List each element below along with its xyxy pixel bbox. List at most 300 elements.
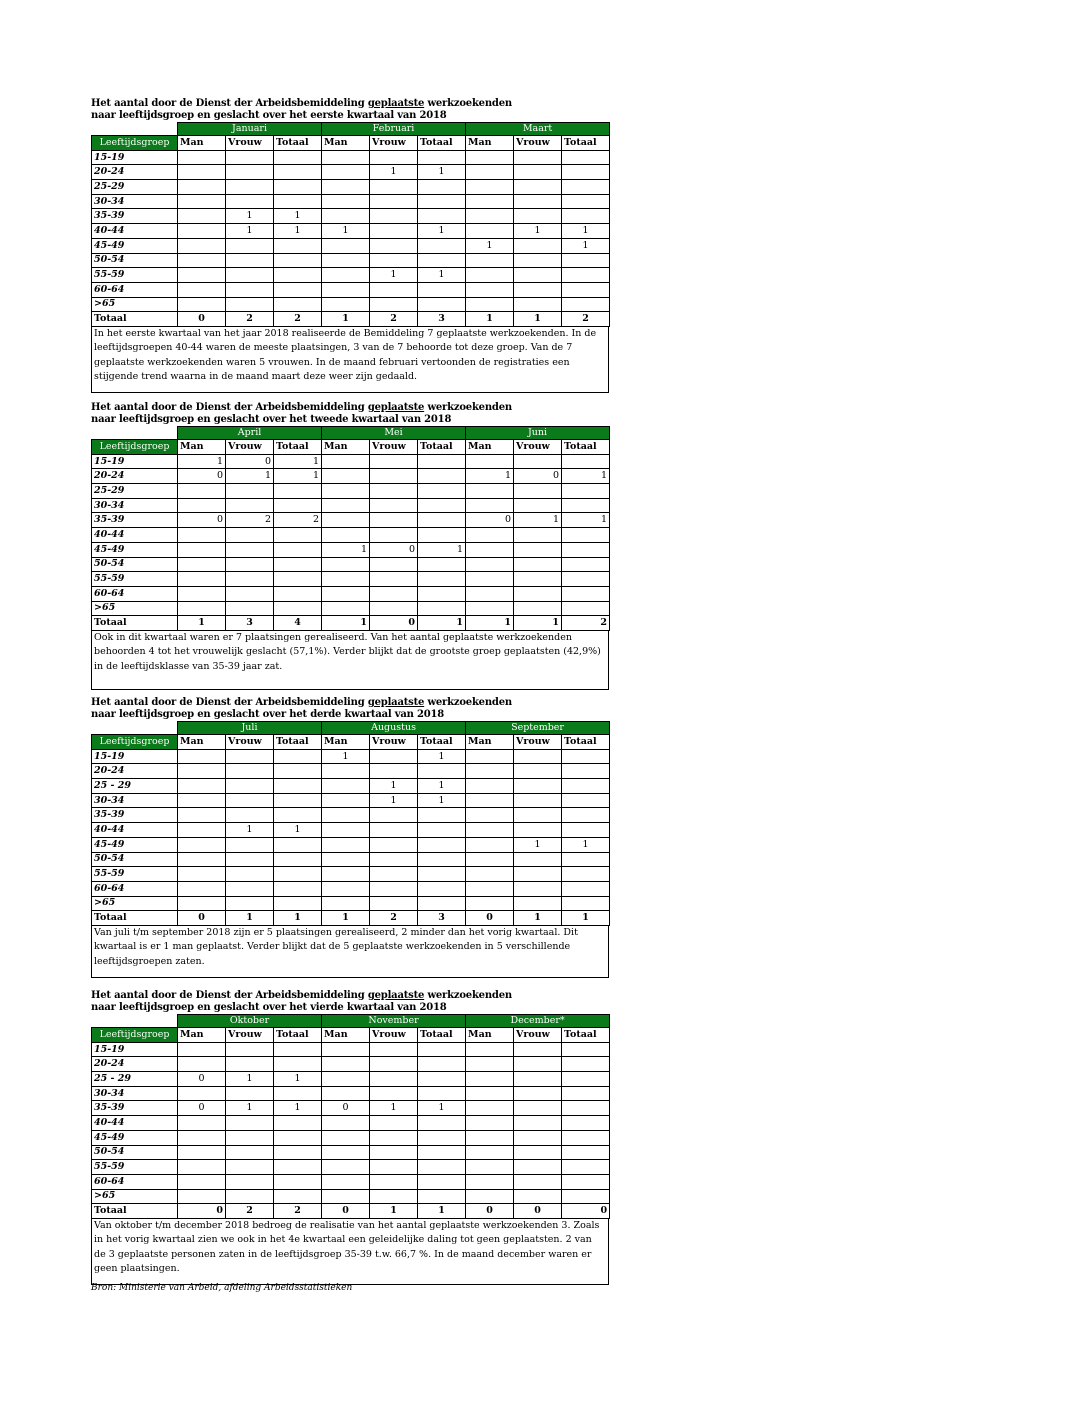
- table-title: [91, 402, 609, 414]
- value-cell: [274, 297, 322, 312]
- value-cell: [466, 793, 514, 808]
- value-cell: [370, 209, 418, 224]
- table-row: [92, 194, 610, 209]
- value-cell: [274, 238, 322, 253]
- value-cell: [226, 601, 274, 616]
- table-row: [92, 209, 610, 224]
- value-cell: [418, 881, 466, 896]
- empty-cell: [92, 1015, 178, 1028]
- column-header: Totaal: [562, 1028, 610, 1043]
- value-cell: 0: [178, 1072, 226, 1087]
- value-cell: [466, 498, 514, 513]
- value-cell: [418, 1072, 466, 1087]
- age-group-cell: 40-44: [92, 823, 178, 838]
- value-cell: [178, 238, 226, 253]
- value-cell: [466, 779, 514, 794]
- value-cell: [466, 484, 514, 499]
- title-underlined: geplaatste: [367, 697, 425, 708]
- value-cell: [562, 180, 610, 195]
- age-group-cell: 25 - 29: [92, 1072, 178, 1087]
- value-cell: [418, 572, 466, 587]
- column-header: Vrouw: [226, 735, 274, 750]
- value-cell: [226, 764, 274, 779]
- value-cell: [178, 779, 226, 794]
- value-cell: [370, 1130, 418, 1145]
- age-group-cell: 30-34: [92, 194, 178, 209]
- quarter-commentary: In het eerste kwartaal van het jaar 2018 realiseerde de Bemiddeling 7 geplaatste werkzoekenden. In de leeftijdsgroepen 40-44 waren de meeste plaatsingen, 3 van de 7 behoorde tot deze groep. Van de 7 geplaatste werkzoekenden waren 5 vrouwen. In de maand februari vertoonden de registraties een stijgende trend waarna in de maand maart deze weer zijn gedaald.: [91, 327, 609, 393]
- age-group-cell: 35-39: [92, 808, 178, 823]
- value-cell: [370, 224, 418, 239]
- value-cell: [322, 180, 370, 195]
- value-cell: [322, 268, 370, 283]
- value-cell: [466, 867, 514, 882]
- value-cell: [226, 542, 274, 557]
- value-cell: [418, 469, 466, 484]
- month-header: December*: [466, 1015, 610, 1028]
- title-text: Het aantal door de Dienst der Arbeidsbemiddeling: [91, 697, 365, 708]
- value-cell: [322, 793, 370, 808]
- value-cell: [322, 1057, 370, 1072]
- value-cell: [466, 1130, 514, 1145]
- value-cell: [418, 253, 466, 268]
- value-cell: [514, 268, 562, 283]
- value-cell: [466, 1072, 514, 1087]
- table-subtitle: naar leeftijdsgroep en geslacht over het derde kwartaal van 2018: [91, 709, 445, 720]
- value-cell: [514, 297, 562, 312]
- month-header: Oktober: [178, 1015, 322, 1028]
- value-cell: [226, 749, 274, 764]
- value-cell: 1: [226, 209, 274, 224]
- value-cell: 1: [274, 469, 322, 484]
- value-cell: [274, 793, 322, 808]
- value-cell: [370, 572, 418, 587]
- title-text: werkzoekenden: [427, 697, 512, 708]
- value-cell: [178, 1189, 226, 1204]
- value-cell: 1: [226, 911, 274, 926]
- value-cell: [514, 1057, 562, 1072]
- table-row: [92, 572, 610, 587]
- value-cell: [370, 867, 418, 882]
- value-cell: [322, 528, 370, 543]
- value-cell: [562, 896, 610, 911]
- value-cell: [274, 150, 322, 165]
- value-cell: [514, 823, 562, 838]
- table-row: [92, 1145, 610, 1160]
- value-cell: [322, 867, 370, 882]
- month-header: Februari: [322, 123, 466, 136]
- value-cell: [514, 1101, 562, 1116]
- table-subtitle: naar leeftijdsgroep en geslacht over het eerste kwartaal van 2018: [91, 110, 447, 121]
- value-cell: [418, 238, 466, 253]
- value-cell: [322, 238, 370, 253]
- value-cell: [322, 1160, 370, 1175]
- value-cell: [418, 180, 466, 195]
- value-cell: [514, 165, 562, 180]
- value-cell: [322, 150, 370, 165]
- value-cell: 0: [466, 513, 514, 528]
- age-group-cell: Totaal: [92, 1204, 178, 1219]
- value-cell: [226, 150, 274, 165]
- value-cell: [418, 1042, 466, 1057]
- column-header: Totaal: [562, 735, 610, 750]
- value-cell: [466, 1189, 514, 1204]
- value-cell: [226, 881, 274, 896]
- value-cell: [562, 528, 610, 543]
- value-cell: [466, 1086, 514, 1101]
- value-cell: [562, 808, 610, 823]
- month-header: November: [322, 1015, 466, 1028]
- value-cell: [322, 896, 370, 911]
- value-cell: [370, 1160, 418, 1175]
- value-cell: [562, 852, 610, 867]
- quarter-block: [91, 402, 609, 690]
- value-cell: [562, 572, 610, 587]
- value-cell: 1: [562, 911, 610, 926]
- value-cell: [226, 297, 274, 312]
- value-cell: [178, 572, 226, 587]
- value-cell: [370, 150, 418, 165]
- value-cell: [274, 1116, 322, 1131]
- value-cell: [514, 572, 562, 587]
- age-group-cell: 60-64: [92, 282, 178, 297]
- age-group-cell: Totaal: [92, 312, 178, 327]
- age-group-cell: 15-19: [92, 150, 178, 165]
- value-cell: [322, 572, 370, 587]
- column-header: Vrouw: [514, 440, 562, 455]
- value-cell: [274, 528, 322, 543]
- value-cell: [466, 268, 514, 283]
- value-cell: [274, 837, 322, 852]
- placements-table: [91, 426, 610, 631]
- age-group-cell: 15-19: [92, 454, 178, 469]
- title-text: werkzoekenden: [427, 402, 512, 413]
- value-cell: [418, 297, 466, 312]
- value-cell: [370, 1086, 418, 1101]
- age-group-cell: 15-19: [92, 749, 178, 764]
- value-cell: [274, 180, 322, 195]
- value-cell: 1: [418, 749, 466, 764]
- age-group-cell: 55-59: [92, 268, 178, 283]
- age-group-cell: 45-49: [92, 837, 178, 852]
- age-group-header: Leeftijdsgroep: [92, 136, 178, 151]
- value-cell: [562, 867, 610, 882]
- value-cell: [562, 498, 610, 513]
- value-cell: [274, 253, 322, 268]
- value-cell: [322, 1145, 370, 1160]
- value-cell: [370, 823, 418, 838]
- table-row: [92, 557, 610, 572]
- title-text: werkzoekenden: [427, 98, 512, 109]
- value-cell: 1: [322, 911, 370, 926]
- value-cell: 2: [226, 513, 274, 528]
- value-cell: [418, 1189, 466, 1204]
- value-cell: [514, 282, 562, 297]
- value-cell: 3: [418, 312, 466, 327]
- value-cell: [178, 867, 226, 882]
- value-cell: 1: [370, 793, 418, 808]
- placements-table: [91, 1014, 610, 1219]
- value-cell: [178, 881, 226, 896]
- table-title: [91, 697, 609, 709]
- value-cell: [178, 896, 226, 911]
- value-cell: [418, 282, 466, 297]
- value-cell: 2: [562, 312, 610, 327]
- value-cell: 0: [178, 911, 226, 926]
- table-subtitle: naar leeftijdsgroep en geslacht over het tweede kwartaal van 2018: [91, 414, 452, 425]
- value-cell: [514, 764, 562, 779]
- quarter-commentary: Ook in dit kwartaal waren er 7 plaatsingen gerealiseerd. Van het aantal geplaatste werkzoekenden behoorden 4 tot het vrouwelijk geslacht (57,1%). Verder blijkt dat de grootste groep geplaatsten (42,9%) in de leeftijdsklasse van 35-39 jaar zat.: [91, 631, 609, 690]
- column-header: Vrouw: [226, 440, 274, 455]
- column-header: Totaal: [274, 136, 322, 151]
- value-cell: [562, 1101, 610, 1116]
- value-cell: [178, 209, 226, 224]
- value-cell: 0: [466, 1204, 514, 1219]
- value-cell: [562, 779, 610, 794]
- age-group-cell: 20-24: [92, 764, 178, 779]
- value-cell: [514, 808, 562, 823]
- value-cell: [466, 557, 514, 572]
- value-cell: [562, 1116, 610, 1131]
- value-cell: 1: [514, 911, 562, 926]
- value-cell: 1: [418, 1101, 466, 1116]
- age-group-header: Leeftijdsgroep: [92, 735, 178, 750]
- table-row: [92, 165, 610, 180]
- value-cell: [562, 209, 610, 224]
- table-row: [92, 1174, 610, 1189]
- age-group-cell: 40-44: [92, 1116, 178, 1131]
- column-header: Man: [322, 136, 370, 151]
- age-group-cell: 20-24: [92, 1057, 178, 1072]
- value-cell: [514, 601, 562, 616]
- value-cell: [562, 484, 610, 499]
- value-cell: [514, 779, 562, 794]
- value-cell: [178, 224, 226, 239]
- month-header: Juni: [466, 427, 610, 440]
- value-cell: [466, 852, 514, 867]
- age-group-cell: 60-64: [92, 881, 178, 896]
- value-cell: [562, 557, 610, 572]
- value-cell: [418, 484, 466, 499]
- value-cell: [226, 852, 274, 867]
- value-cell: [514, 150, 562, 165]
- value-cell: [514, 1189, 562, 1204]
- empty-cell: [92, 123, 178, 136]
- value-cell: [466, 165, 514, 180]
- value-cell: [370, 194, 418, 209]
- column-header: Totaal: [562, 440, 610, 455]
- value-cell: [418, 896, 466, 911]
- value-cell: [466, 808, 514, 823]
- value-cell: 1: [274, 911, 322, 926]
- value-cell: [322, 1072, 370, 1087]
- column-header: Man: [178, 136, 226, 151]
- value-cell: [466, 749, 514, 764]
- value-cell: [322, 297, 370, 312]
- value-cell: 2: [562, 616, 610, 631]
- value-cell: [274, 572, 322, 587]
- value-cell: [226, 793, 274, 808]
- age-group-cell: 45-49: [92, 542, 178, 557]
- value-cell: 1: [274, 1101, 322, 1116]
- value-cell: [226, 808, 274, 823]
- value-cell: [178, 852, 226, 867]
- value-cell: 0: [322, 1204, 370, 1219]
- table-row: [92, 896, 610, 911]
- value-cell: 0: [466, 911, 514, 926]
- value-cell: 1: [466, 469, 514, 484]
- age-group-cell: 60-64: [92, 1174, 178, 1189]
- age-group-cell: 30-34: [92, 498, 178, 513]
- value-cell: 4: [274, 616, 322, 631]
- month-header: Augustus: [322, 722, 466, 735]
- value-cell: 1: [562, 513, 610, 528]
- value-cell: 1: [226, 469, 274, 484]
- value-cell: [466, 572, 514, 587]
- table-row: [92, 1116, 610, 1131]
- column-header: Vrouw: [226, 1028, 274, 1043]
- value-cell: 1: [466, 312, 514, 327]
- value-cell: [274, 867, 322, 882]
- table-row: [92, 749, 610, 764]
- value-cell: [562, 1072, 610, 1087]
- value-cell: [274, 1145, 322, 1160]
- value-cell: [178, 764, 226, 779]
- column-header: Totaal: [418, 1028, 466, 1043]
- age-group-cell: >65: [92, 896, 178, 911]
- table-row: [92, 837, 610, 852]
- table-row: [92, 764, 610, 779]
- value-cell: 0: [514, 1204, 562, 1219]
- age-group-cell: 40-44: [92, 528, 178, 543]
- value-cell: [322, 852, 370, 867]
- table-subtitle: naar leeftijdsgroep en geslacht over het vierde kwartaal van 2018: [91, 1002, 447, 1013]
- value-cell: [514, 238, 562, 253]
- value-cell: [466, 282, 514, 297]
- age-group-cell: >65: [92, 601, 178, 616]
- value-cell: [466, 209, 514, 224]
- value-cell: 1: [274, 209, 322, 224]
- total-row: [92, 1204, 610, 1219]
- value-cell: [562, 1189, 610, 1204]
- value-cell: [370, 484, 418, 499]
- value-cell: [514, 1042, 562, 1057]
- age-group-cell: 30-34: [92, 793, 178, 808]
- value-cell: 1: [418, 165, 466, 180]
- total-row: [92, 312, 610, 327]
- table-row: [92, 469, 610, 484]
- month-header: September: [466, 722, 610, 735]
- value-cell: [226, 867, 274, 882]
- value-cell: [178, 1160, 226, 1175]
- column-header: Vrouw: [514, 136, 562, 151]
- value-cell: 1: [274, 224, 322, 239]
- title-underlined: geplaatste: [367, 990, 425, 1001]
- table-row: [92, 808, 610, 823]
- age-group-cell: 35-39: [92, 209, 178, 224]
- value-cell: [178, 253, 226, 268]
- column-header: Man: [466, 1028, 514, 1043]
- value-cell: 2: [370, 911, 418, 926]
- age-group-cell: 50-54: [92, 253, 178, 268]
- table-row: [92, 268, 610, 283]
- value-cell: [418, 150, 466, 165]
- value-cell: [226, 1130, 274, 1145]
- value-cell: [370, 253, 418, 268]
- value-cell: [226, 1116, 274, 1131]
- value-cell: [370, 557, 418, 572]
- value-cell: [418, 1057, 466, 1072]
- value-cell: [274, 542, 322, 557]
- table-row: [92, 1189, 610, 1204]
- value-cell: 1: [274, 454, 322, 469]
- value-cell: [178, 1057, 226, 1072]
- column-header: Totaal: [274, 735, 322, 750]
- month-header: Januari: [178, 123, 322, 136]
- value-cell: 3: [418, 911, 466, 926]
- value-cell: [466, 528, 514, 543]
- value-cell: [322, 881, 370, 896]
- value-cell: [370, 586, 418, 601]
- value-cell: [226, 779, 274, 794]
- value-cell: [466, 297, 514, 312]
- value-cell: [370, 896, 418, 911]
- value-cell: [322, 282, 370, 297]
- value-cell: [178, 180, 226, 195]
- age-group-cell: 60-64: [92, 586, 178, 601]
- value-cell: 2: [274, 513, 322, 528]
- value-cell: [370, 881, 418, 896]
- value-cell: [514, 1072, 562, 1087]
- value-cell: [370, 1057, 418, 1072]
- value-cell: [226, 586, 274, 601]
- value-cell: [178, 1174, 226, 1189]
- table-row: [92, 528, 610, 543]
- value-cell: [466, 454, 514, 469]
- value-cell: [466, 1042, 514, 1057]
- value-cell: [274, 808, 322, 823]
- value-cell: [418, 852, 466, 867]
- value-cell: [178, 194, 226, 209]
- value-cell: [418, 209, 466, 224]
- table-row: [92, 224, 610, 239]
- table-row: [92, 253, 610, 268]
- value-cell: 1: [418, 793, 466, 808]
- value-cell: [178, 1042, 226, 1057]
- value-cell: [562, 601, 610, 616]
- value-cell: [562, 150, 610, 165]
- value-cell: 1: [226, 823, 274, 838]
- value-cell: [562, 749, 610, 764]
- value-cell: [322, 253, 370, 268]
- value-cell: [274, 1189, 322, 1204]
- value-cell: [562, 165, 610, 180]
- value-cell: 1: [418, 268, 466, 283]
- value-cell: [514, 586, 562, 601]
- value-cell: [466, 764, 514, 779]
- value-cell: [274, 484, 322, 499]
- table-row: [92, 542, 610, 557]
- value-cell: [226, 896, 274, 911]
- value-cell: [226, 837, 274, 852]
- value-cell: [466, 1101, 514, 1116]
- table-row: [92, 484, 610, 499]
- value-cell: [514, 867, 562, 882]
- placements-table: [91, 721, 610, 926]
- value-cell: 1: [226, 1072, 274, 1087]
- column-header: Vrouw: [514, 1028, 562, 1043]
- value-cell: [178, 528, 226, 543]
- value-cell: [322, 194, 370, 209]
